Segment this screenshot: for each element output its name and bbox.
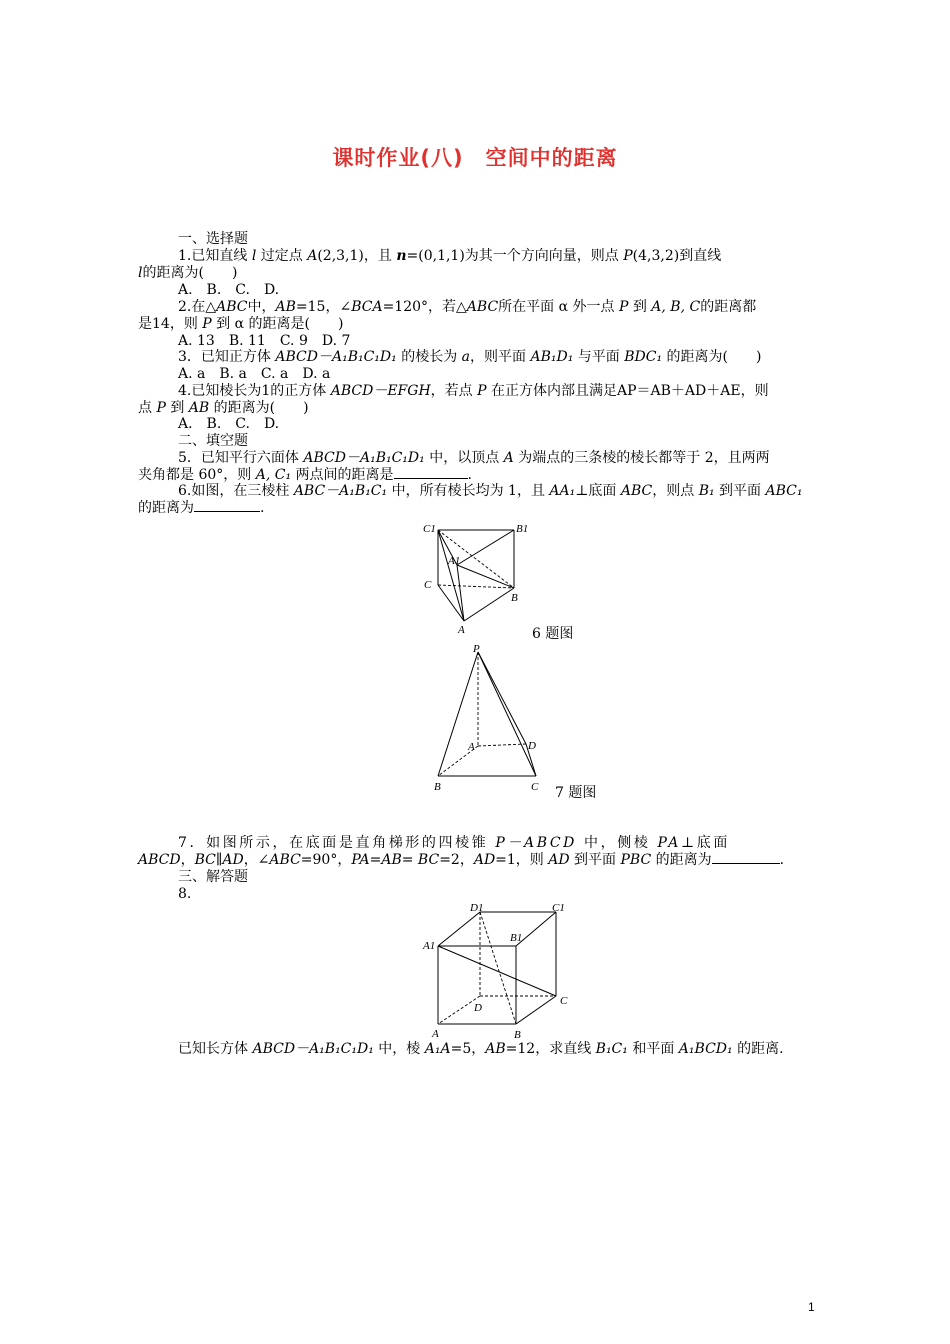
q8-number: 8.: [178, 886, 192, 902]
q4-line1: 4.已知棱长为1的正方体 ABCD－EFGH，若点 P 在正方体内部且满足AP＝AB＋AD＋AE，则: [178, 383, 769, 399]
q5-line1: 5．已知平行六面体 ABCD－A₁B₁C₁D₁ 中，以顶点 A 为端点的三条棱的棱长都等于 2，且两两: [178, 450, 770, 466]
fig6-label-a: A: [458, 624, 465, 636]
page-title: 课时作业(八) 空间中的距离: [332, 146, 618, 170]
q2-line1: 2.在△ABC中，AB=15，∠BCA=120°，若△ABC所在平面 α 外一点 P 到 A, B, C的距离都: [178, 299, 757, 315]
q7-line2: ABCD，BC∥AD，∠ABC=90°，PA=AB= BC=2，AD=1，则 AD 到平面 PBC 的距离为 .: [138, 852, 785, 868]
q6-line2: 的距离为 .: [138, 500, 265, 516]
fig8-label-d: D: [474, 1002, 482, 1014]
fig8-label-b: B: [514, 1029, 521, 1041]
q8-text: 已知长方体 ABCD－A₁B₁C₁D₁ 中，棱 A₁A=5，AB=12，求直线 B₁C₁ 和平面 A₁BCD₁ 的距离.: [178, 1041, 784, 1057]
fig7-label-c: C: [531, 781, 539, 793]
q1-line1: 1.已知直线 l 过定点 A(2,3,1)，且 n=(0,1,1)为其一个方向向量，则点 P(4,3,2)到直线: [178, 248, 722, 264]
figure-7-pyramid: [428, 640, 556, 800]
q3-line1: 3．已知正方体 ABCD－A₁B₁C₁D₁ 的棱长为 a，则平面 AB₁D₁ 与平面 BDC₁ 的距离为( ): [178, 349, 762, 365]
fig7-label-b: B: [434, 781, 441, 793]
fig7-label-d: D: [528, 740, 536, 752]
fig7-label-a: A: [468, 741, 475, 753]
fig6-label-c1: C1: [423, 523, 436, 535]
fig8-label-a1: A1: [423, 940, 436, 952]
q6-line1: 6.如图，在三棱柱 ABC－A₁B₁C₁ 中，所有棱长均为 1，且 AA₁⊥底面 ABC，则点 B₁ 到平面 ABC₁: [178, 483, 803, 499]
q2-options: A. 13 B. 11 C. 9 D. 7: [178, 333, 351, 349]
section-heading-solve: 三、解答题: [178, 869, 248, 885]
fig8-label-d1: D1: [470, 902, 484, 914]
fig6-label-b1: B1: [516, 523, 528, 535]
q2-line2: 是14，则 P 到 α 的距离是( ): [138, 316, 344, 332]
q3-options: A. a B. a C. a D. a: [178, 366, 331, 382]
section-heading-fill: 二、填空题: [178, 433, 248, 449]
figure-7-caption: 7 题图: [555, 785, 597, 801]
fig7-label-p: P: [473, 643, 480, 655]
fig6-label-c: C: [424, 579, 432, 591]
page-number: 1: [808, 1300, 815, 1314]
section-heading-choice: 一、选择题: [178, 231, 248, 247]
answer-blank[interactable]: [194, 499, 260, 512]
fig8-label-c: C: [560, 995, 568, 1007]
fig8-label-b1: B1: [510, 932, 523, 944]
fig8-label-a: A: [432, 1028, 439, 1040]
answer-blank[interactable]: [712, 851, 780, 864]
q5-line2: 夹角都是 60°，则 A, C₁ 两点间的距离是 .: [138, 467, 472, 483]
figure-8-cuboid: [420, 900, 580, 1042]
q7-line1: 7．如图所示，在底面是直角梯形的四棱锥 P－ABCD 中，侧棱 PA⊥底面: [178, 835, 730, 851]
fig8-label-c1: C1: [552, 902, 565, 914]
q4-options: A. B. C. D.: [178, 416, 280, 432]
figure-6-caption: 6 题图: [532, 626, 574, 642]
q4-line2: 点 P 到 AB 的距离为( ): [138, 400, 309, 416]
q1-line2: l的距离为( ): [138, 265, 238, 281]
fig6-label-a1: A1: [448, 555, 461, 567]
figure-6-prism: [418, 516, 528, 636]
fig6-label-b: B: [511, 592, 518, 604]
answer-blank[interactable]: [394, 466, 468, 479]
q1-options: A. B. C. D.: [178, 282, 280, 298]
